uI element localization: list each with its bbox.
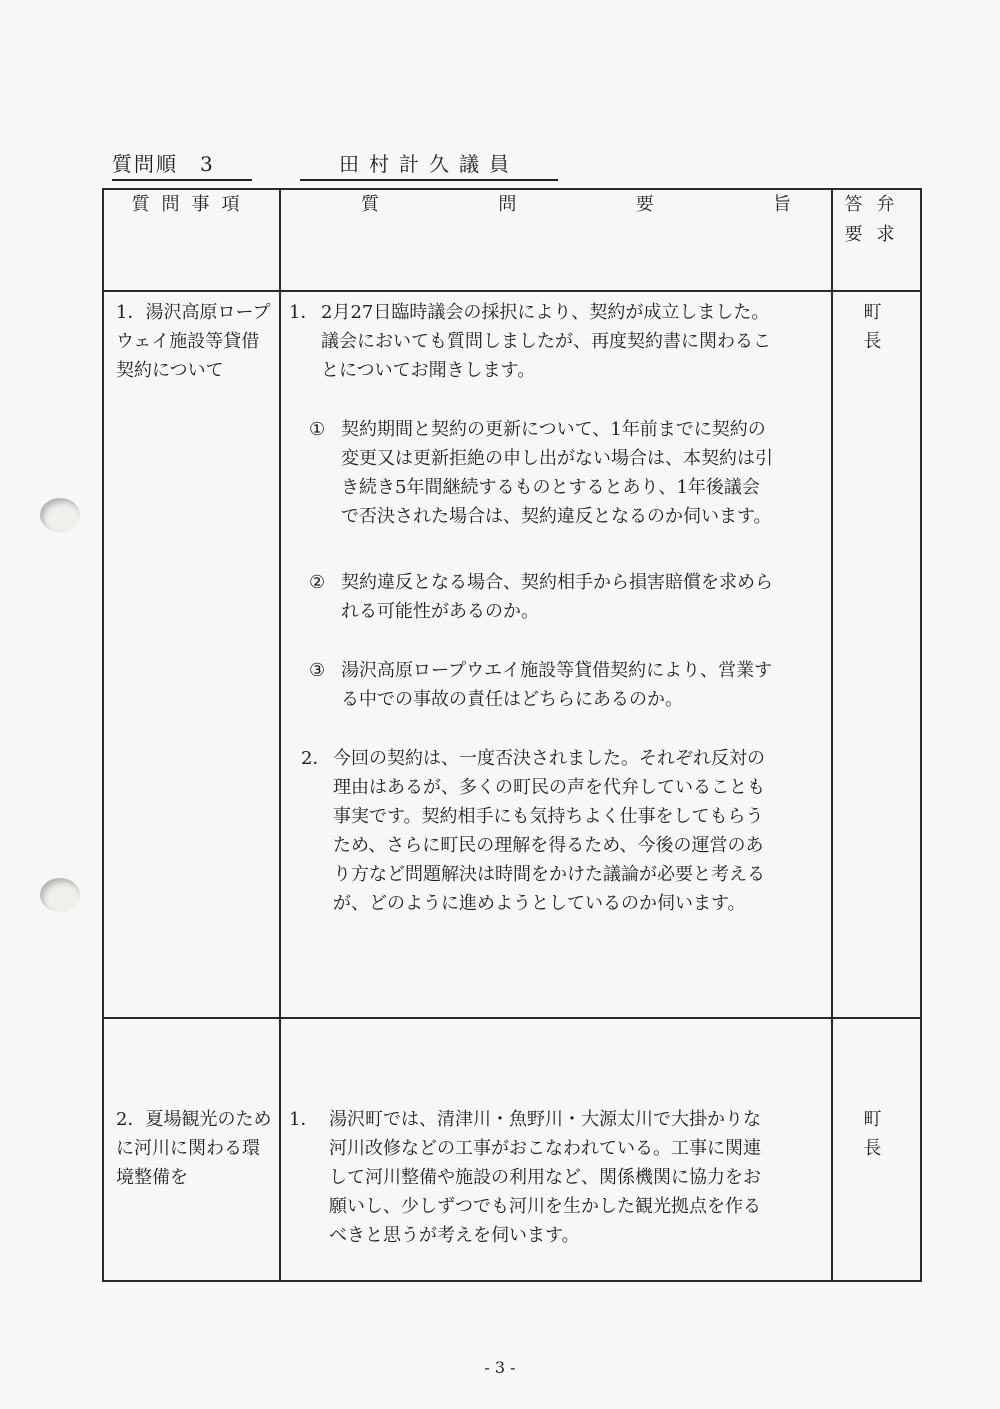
question-paragraph: [281, 415, 833, 531]
gist-char: 質: [361, 194, 379, 215]
question-paragraph: [281, 744, 833, 918]
gist-char: 要: [635, 194, 654, 215]
punch-hole: [40, 878, 80, 912]
page-number: - 3 -: [484, 1358, 516, 1377]
respondent-2: [832, 1018, 921, 1281]
respondent-1: [832, 291, 921, 1018]
question-text: 2月27日臨時議会の採択により、契約が成立しました。 議会においても質問しましたが、再度契約書に関わるこ とについてお聞きします。: [321, 302, 771, 381]
respondent-label: 町長: [863, 302, 910, 352]
respondent-label: 町長: [863, 1109, 910, 1159]
header-question-gist: [280, 189, 832, 291]
question-paragraph: [281, 298, 833, 385]
question-item-2: 2．夏場観光のために河川に関わる環境整備を: [103, 1018, 280, 1281]
councilor-name: 田村計久議員: [300, 148, 558, 181]
item-number: 2．: [301, 748, 331, 769]
header-request-line: 要求: [844, 224, 909, 245]
question-text: 湯沢高原ロープウエイ施設等貸借契約により、営業す る中での事故の責任はどちらにあるのか。: [341, 660, 773, 710]
header-answer-request: [832, 189, 921, 291]
question-paragraph: [281, 568, 833, 626]
question-gist-2: [280, 1018, 832, 1281]
question-text: 湯沢町では、清津川・魚野川・大源太川で大掛かりな 河川改修などの工事がおこなわれている。工事に関連 して河川整備や施設の利用など、関係機関に協力をお 願いし、少しずつでも河川を生かした観光拠点を作る べきと思うが考えを伺います。: [329, 1109, 761, 1246]
item-number: 1．: [289, 302, 319, 323]
question-text: 今回の契約は、一度否決されました。それぞれ反対の 理由はあるが、多くの町民の声を代弁していることも 事実です。契約相手にも気持ちよく仕事をしてもらう ため、さらに町民の理解を得るため、今後の運営のあ り方など問題解決は時間をかけた議論が必要と考える が、どのように進めようとしているのか伺います。: [333, 748, 765, 914]
question-paragraph: [281, 656, 833, 714]
item-number: 1．: [289, 1109, 319, 1130]
sub-number: ②: [309, 572, 326, 593]
table-header-row: [103, 189, 921, 291]
header-request-line: 答弁: [844, 194, 909, 215]
punch-hole: [40, 498, 80, 532]
table-row: [103, 1018, 921, 1281]
gist-char: 問: [498, 194, 517, 215]
sub-number: ①: [309, 419, 326, 440]
sub-number: ③: [309, 660, 326, 681]
question-text: 契約違反となる場合、契約相手から損害賠償を求めら れる可能性があるのか。: [341, 572, 773, 622]
question-table: [102, 188, 922, 1282]
question-item-1: 1．湯沢高原ロープウェイ施設等貸借契約について: [103, 291, 280, 1018]
table-row: [103, 291, 921, 1018]
question-text: 契約期間と契約の更新について、1年前までに契約の 変更又は更新拒絶の申し出がない場合は、本契約は引 き続き5年間継続するものとするとあり、1年後議会 で否決された場合は、契約違反となるのか伺います。: [341, 419, 773, 527]
question-gist-1: [280, 291, 832, 1018]
question-order-label: 質問順 3: [112, 148, 252, 181]
question-paragraph: [281, 1105, 831, 1250]
gist-char: 旨: [772, 194, 791, 215]
header-question-item: 質問事項: [103, 189, 280, 291]
